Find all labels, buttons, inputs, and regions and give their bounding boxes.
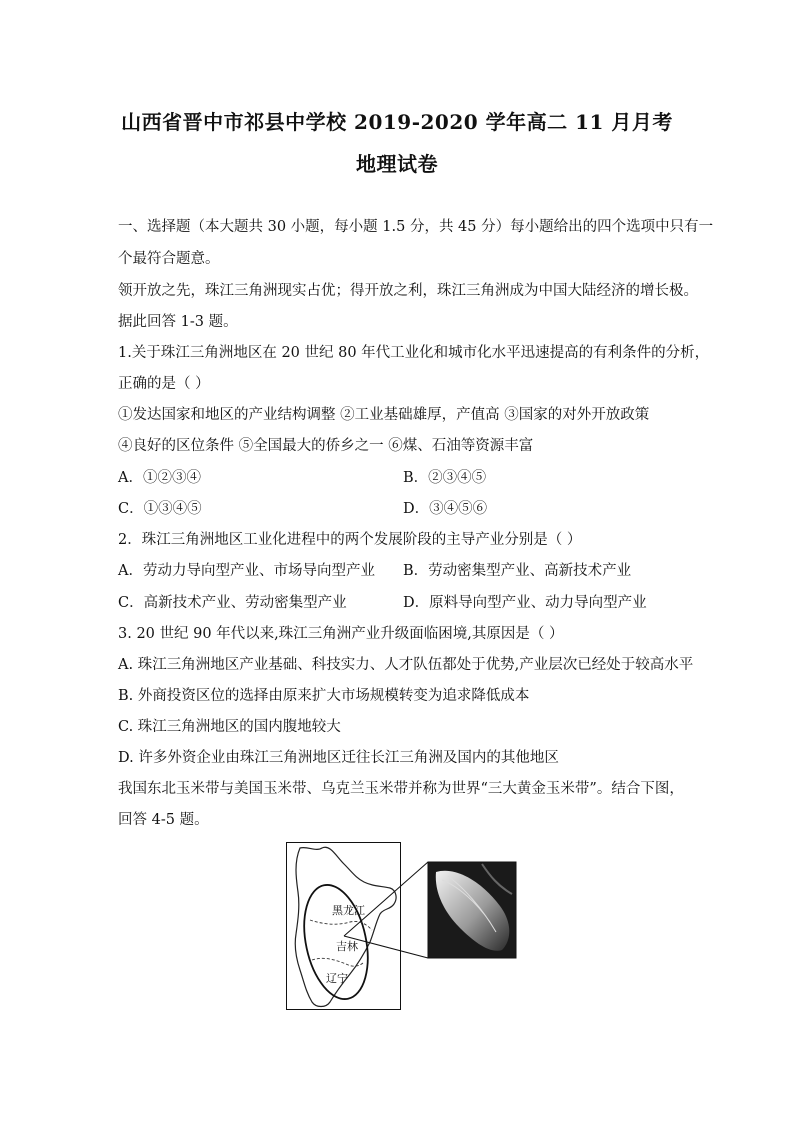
intro1-line2: 据此回答 1-3 题。 — [118, 314, 238, 330]
q3-option-c: C. 珠江三角洲地区的国内腹地较大 — [118, 719, 341, 735]
q1-option-c: C．①③④⑤ — [118, 501, 202, 517]
intro1-line1: 领开放之先，珠江三角洲现实占优；得开放之利，珠江三角洲成为中国大陆经济的增长极。 — [118, 283, 698, 299]
q1-items-line1: ①发达国家和地区的产业结构调整 ②工业基础雄厚，产值高 ③国家的对外开放政策 — [118, 407, 650, 423]
q3-option-b: B. 外商投资区位的选择由原来扩大市场规模转变为追求降低成本 — [118, 688, 530, 704]
section-heading-line1: 一、选择题（本大题共 30 小题，每小题 1.5 分，共 45 分）每小题给出的四个选项中只有一 — [118, 219, 714, 235]
q2-stem: 2．珠江三角洲地区工业化进程中的两个发展阶段的主导产业分别是（ ） — [118, 532, 582, 548]
label-jilin: 吉林 — [336, 940, 358, 953]
q1-stem-line1: 1.关于珠江三角洲地区在 20 世纪 80 年代工业化和城市化水平迅速提高的有利条件的分析， — [118, 345, 710, 361]
intro2-line2: 回答 4-5 题。 — [118, 812, 209, 828]
exam-title-line2: 地理试卷 — [356, 152, 438, 176]
section-heading-line2: 个最符合题意。 — [118, 251, 220, 267]
q3-stem: 3. 20 世纪 90 年代以来,珠江三角洲产业升级面临困境,其原因是（ ） — [118, 626, 564, 642]
corn-belt-map-svg — [286, 842, 518, 1012]
exam-title-line1: 山西省晋中市祁县中学校 2019-2020 学年高二 11 月月考 — [121, 110, 673, 134]
q2-option-b: B．劳动密集型产业、高新技术产业 — [403, 563, 632, 579]
q3-option-d: D. 许多外资企业由珠江三角洲地区迁往长江三角洲及国内的其他地区 — [118, 750, 559, 766]
label-liaoning: 辽宁 — [326, 972, 348, 985]
intro2-line1: 我国东北玉米带与美国玉米带、乌克兰玉米带并称为世界“三大黄金玉米带”。结合下图， — [118, 781, 684, 797]
corn-photo — [428, 862, 516, 958]
northeast-corn-belt-figure — [286, 842, 518, 1012]
q1-option-b: B．②③④⑤ — [403, 470, 487, 486]
q1-option-a: A．①②③④ — [118, 470, 201, 486]
q2-option-c: C．高新技术产业、劳动密集型产业 — [118, 595, 347, 611]
q2-option-a: A．劳动力导向型产业、市场导向型产业 — [118, 563, 375, 579]
q1-option-d: D．③④⑤⑥ — [403, 501, 488, 517]
q3-option-a: A. 珠江三角洲地区产业基础、科技实力、人才队伍都处于优势,产业层次已经处于较高水平 — [118, 657, 694, 673]
q2-option-d: D．原料导向型产业、动力导向型产业 — [403, 595, 647, 611]
label-heilongjiang: 黑龙江 — [332, 904, 365, 917]
q1-items-line2: ④良好的区位条件 ⑤全国最大的侨乡之一 ⑥煤、石油等资源丰富 — [118, 438, 534, 454]
q1-stem-line2: 正确的是（ ） — [118, 376, 210, 392]
